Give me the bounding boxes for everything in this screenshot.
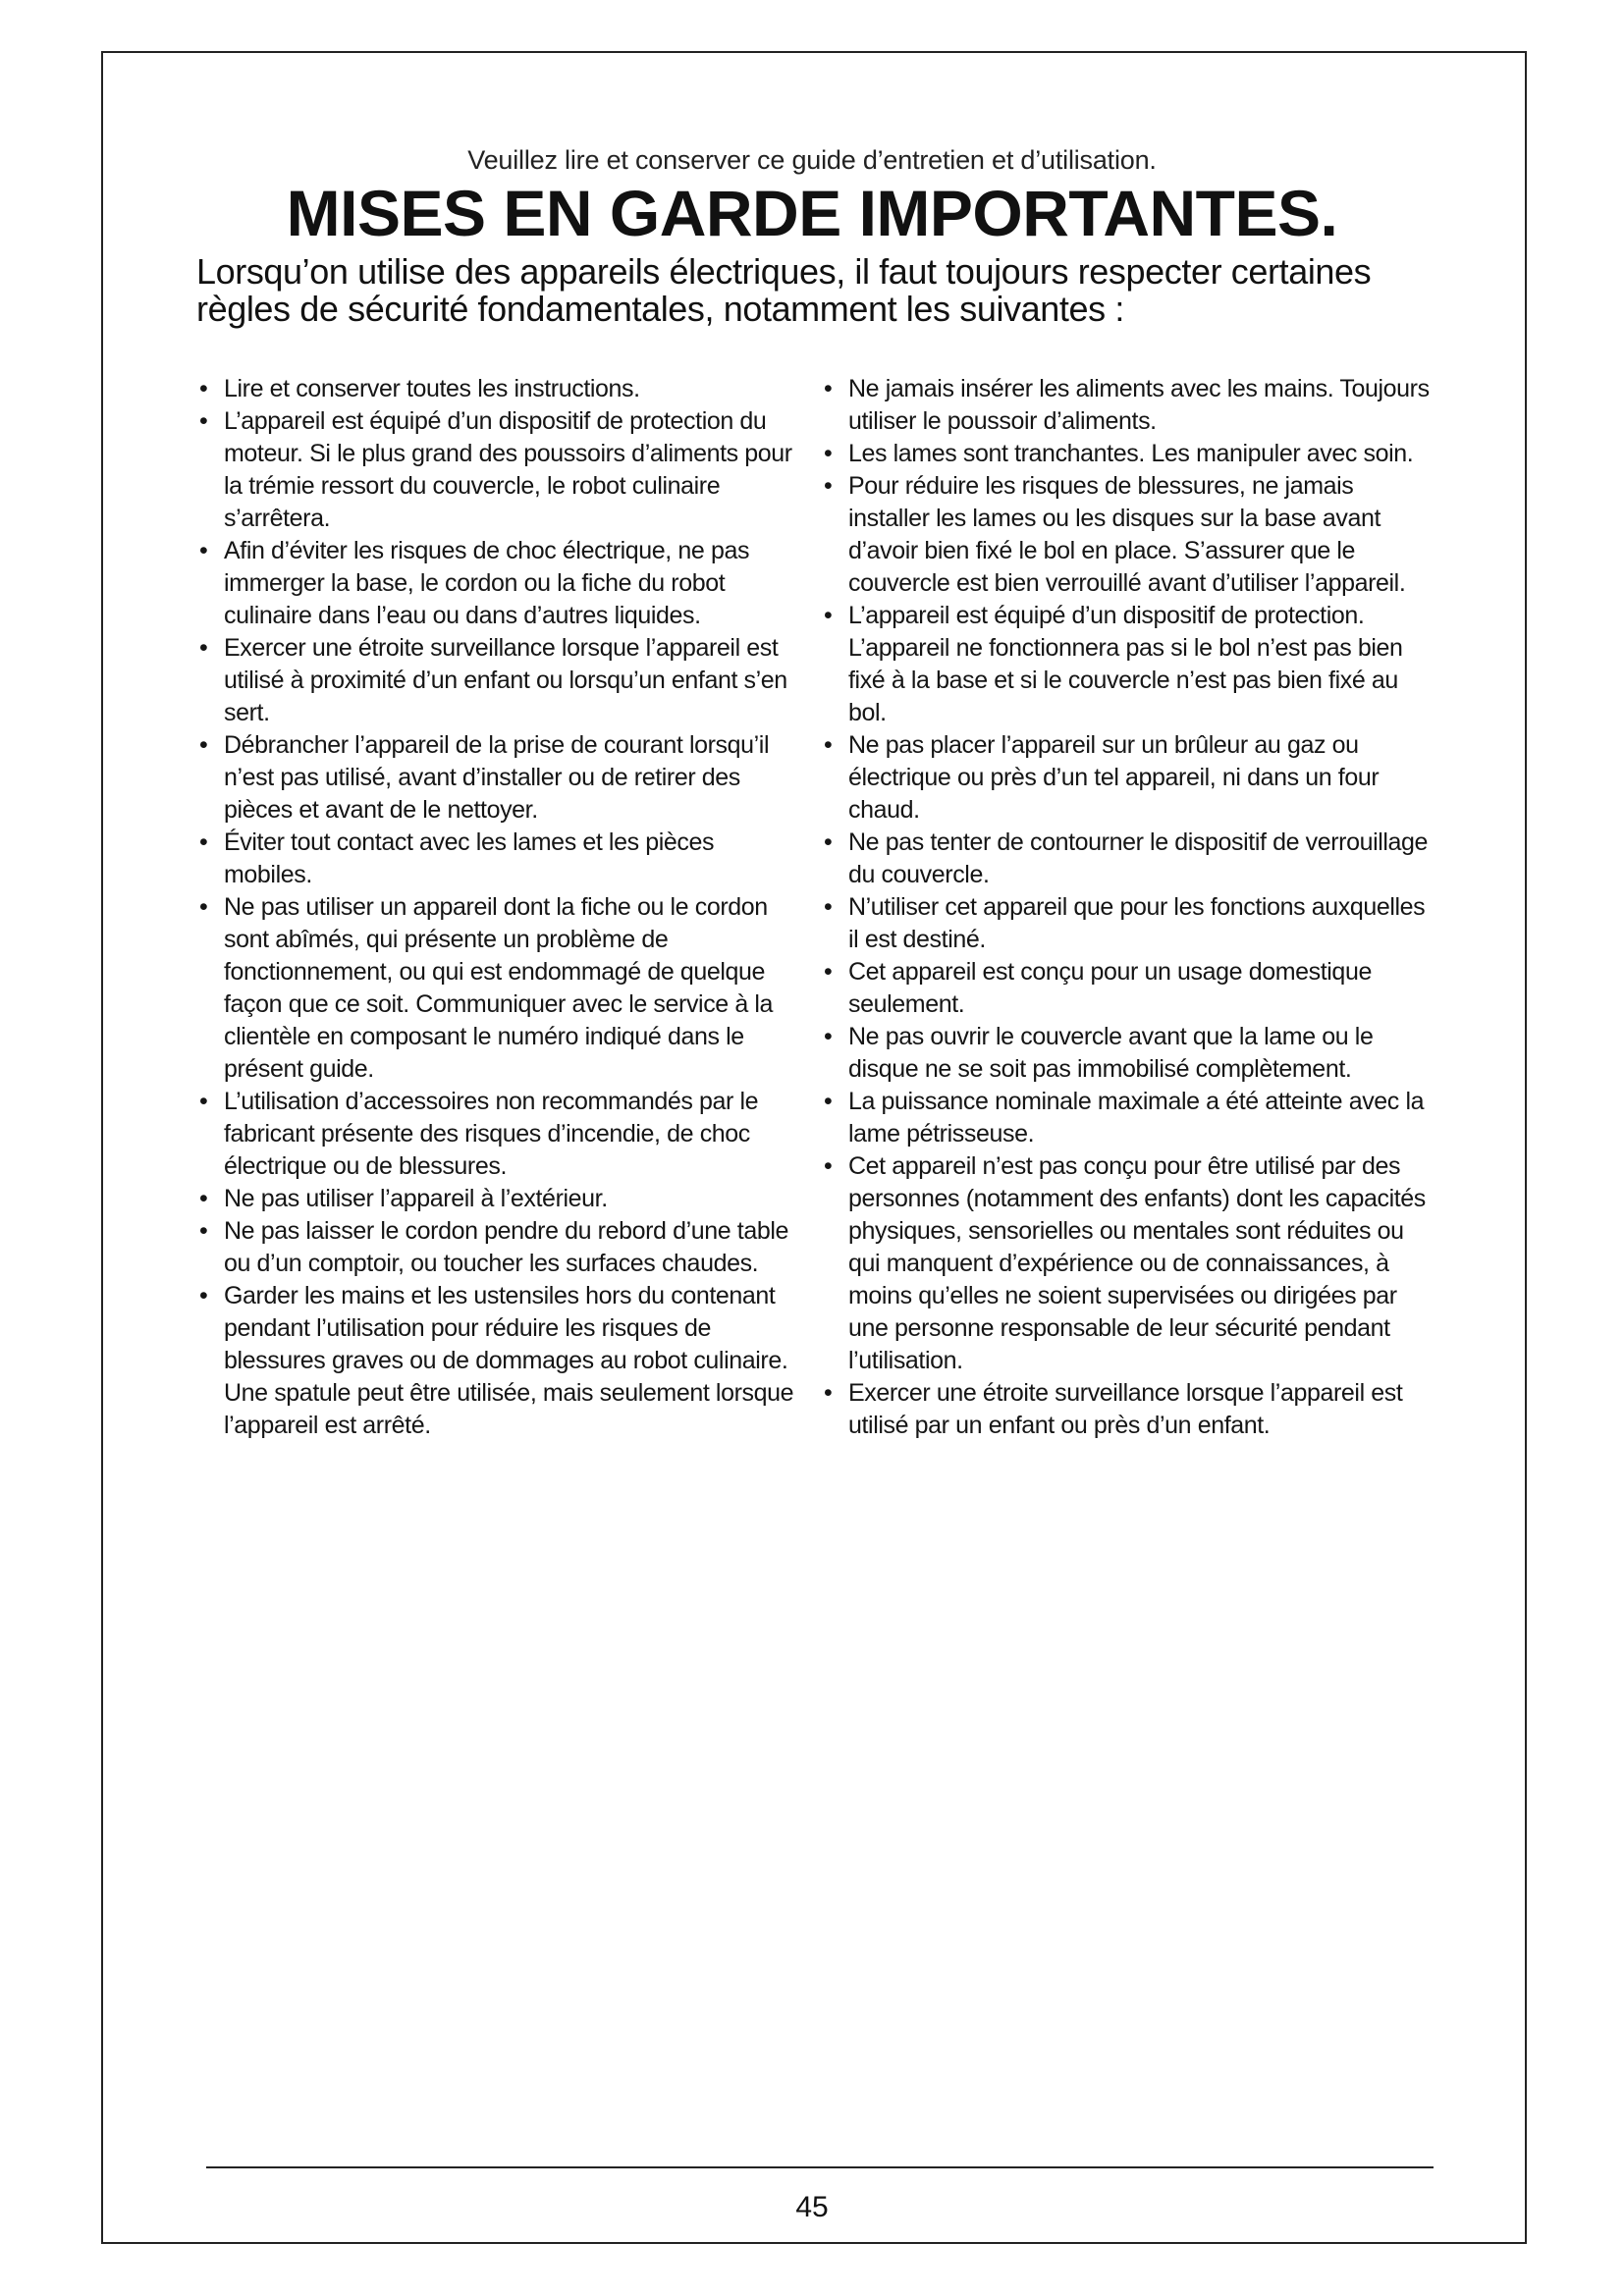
list-item-text: L’appareil est équipé d’un dispositif de protection du moteur. Si le plus grand des poussoirs d’aliments pour la trémie ressort du couvercle, le robot culinaire s’arrêtera. xyxy=(224,407,792,532)
bullet-icon: • xyxy=(824,731,833,759)
bullet-icon: • xyxy=(199,1282,208,1309)
bullet-icon: • xyxy=(199,828,208,856)
list-item-text: Lire et conserver toutes les instructions. xyxy=(224,375,640,402)
list-item-text: Ne jamais insérer les aliments avec les mains. Toujours utiliser le poussoir d’aliments. xyxy=(848,375,1430,435)
safety-list-left xyxy=(196,373,805,1442)
list-item xyxy=(821,827,1430,891)
list-item xyxy=(196,827,805,891)
list-item-text: N’utiliser cet appareil que pour les fonctions auxquelles il est destiné. xyxy=(848,893,1426,953)
bullet-icon: • xyxy=(824,1023,833,1050)
list-item xyxy=(196,373,805,405)
bullet-icon: • xyxy=(199,407,208,435)
list-item xyxy=(821,373,1430,438)
bullet-icon: • xyxy=(199,1217,208,1245)
list-item-text: Ne pas laisser le cordon pendre du rebord d’une table ou d’un comptoir, ou toucher les surfaces chaudes. xyxy=(224,1217,789,1277)
list-item-text: Cet appareil n’est pas conçu pour être utilisé par des personnes (notamment des enfants) dont les capacités physiques, sensorielles ou mentales sont réduites ou qui manquent d’expérience ou de connaissances, à moins qu’elles ne soient supervisées ou dirigées par une personne responsable de leur sécurité pendant l’utilisation. xyxy=(848,1152,1426,1374)
bullet-icon: • xyxy=(199,1185,208,1212)
bullet-icon: • xyxy=(824,828,833,856)
bullet-icon: • xyxy=(199,1088,208,1115)
bullet-icon: • xyxy=(824,893,833,921)
list-item-text: Afin d’éviter les risques de choc électrique, ne pas immerger la base, le cordon ou la fiche du robot culinaire dans l’eau ou dans d’autres liquides. xyxy=(224,537,750,629)
list-item xyxy=(196,405,805,535)
list-item xyxy=(196,1183,805,1215)
list-item-text: Ne pas placer l’appareil sur un brûleur au gaz ou électrique ou près d’un tel appareil, ni dans un four chaud. xyxy=(848,731,1380,824)
page-title: MISES EN GARDE IMPORTANTES. xyxy=(286,177,1338,249)
list-item xyxy=(196,1086,805,1183)
list-item-text: Ne pas utiliser un appareil dont la fiche ou le cordon sont abîmés, qui présente un problème de fonctionnement, ou qui est endommagé de quelque façon que ce soit. Communiquer avec le service à la clientèle en composant le numéro indiqué dans le présent guide. xyxy=(224,893,774,1083)
bullet-icon: • xyxy=(824,602,833,629)
intro-paragraph: Lorsqu’on utilise des appareils électriques, il faut toujours respecter certaines règles de sécurité fondamentales, notamment les suivantes : xyxy=(196,251,1372,329)
bullet-icon: • xyxy=(824,1088,833,1115)
list-item xyxy=(196,1215,805,1280)
footer-divider xyxy=(206,2166,1434,2168)
list-item xyxy=(196,535,805,632)
list-item xyxy=(196,729,805,827)
guide-subtitle: Veuillez lire et conserver ce guide d’entretien et d’utilisation. xyxy=(467,145,1157,175)
list-item-text: Pour réduire les risques de blessures, ne jamais installer les lames ou les disques sur la base avant d’avoir bien fixé le bol en place. S’assurer que le couvercle est bien verrouillé avant d’utiliser l’appareil. xyxy=(848,472,1406,597)
list-item-text: Les lames sont tranchantes. Les manipuler avec soin. xyxy=(848,440,1414,467)
list-item-text: Ne pas utiliser l’appareil à l’extérieur. xyxy=(224,1185,608,1212)
list-item xyxy=(821,891,1430,956)
bullet-icon: • xyxy=(824,958,833,986)
page-number: 45 xyxy=(795,2191,829,2223)
list-item xyxy=(821,1021,1430,1086)
list-item-text: Garder les mains et les ustensiles hors du contenant pendant l’utilisation pour réduire les risques de blessures graves ou de dommages au robot culinaire. Une spatule peut être utilisée, mais seulement lorsque l’appareil est arrêté. xyxy=(224,1282,794,1439)
safety-list-right xyxy=(821,373,1430,1442)
list-item xyxy=(821,956,1430,1021)
list-item xyxy=(821,600,1430,729)
bullet-icon: • xyxy=(199,731,208,759)
bullet-icon: • xyxy=(824,375,833,402)
list-item xyxy=(196,891,805,1086)
list-item xyxy=(821,1086,1430,1150)
list-item xyxy=(196,632,805,729)
list-item xyxy=(821,729,1430,827)
list-item-text: Cet appareil est conçu pour un usage domestique seulement. xyxy=(848,958,1372,1018)
list-item-text: L’utilisation d’accessoires non recommandés par le fabricant présente des risques d’incendie, de choc électrique ou de blessures. xyxy=(224,1088,759,1180)
list-item xyxy=(196,1280,805,1442)
list-item xyxy=(821,1150,1430,1377)
list-item-text: Ne pas ouvrir le couvercle avant que la lame ou le disque ne se soit pas immobilisé complètement. xyxy=(848,1023,1374,1083)
list-item-text: Débrancher l’appareil de la prise de courant lorsqu’il n’est pas utilisé, avant d’installer ou de retirer des pièces et avant de le nettoyer. xyxy=(224,731,770,824)
list-item xyxy=(821,1377,1430,1442)
bullet-icon: • xyxy=(199,634,208,662)
bullet-icon: • xyxy=(199,375,208,402)
bullet-icon: • xyxy=(824,1379,833,1407)
list-item-text: La puissance nominale maximale a été atteinte avec la lame pétrisseuse. xyxy=(848,1088,1425,1148)
bullet-icon: • xyxy=(824,472,833,500)
bullet-icon: • xyxy=(824,440,833,467)
list-item xyxy=(821,438,1430,470)
bullet-icon: • xyxy=(199,893,208,921)
list-item-text: L’appareil est équipé d’un dispositif de protection. L’appareil ne fonctionnera pas si le bol n’est pas bien fixé à la base et si le couvercle n’est pas bien fixé au bol. xyxy=(848,602,1403,726)
bullet-icon: • xyxy=(199,537,208,564)
list-item-text: Exercer une étroite surveillance lorsque l’appareil est utilisé à proximité d’un enfant ou lorsqu’un enfant s’en sert. xyxy=(224,634,787,726)
list-item xyxy=(821,470,1430,600)
bullet-icon: • xyxy=(824,1152,833,1180)
list-item-text: Ne pas tenter de contourner le dispositif de verrouillage du couvercle. xyxy=(848,828,1429,888)
list-item-text: Exercer une étroite surveillance lorsque l’appareil est utilisé par un enfant ou près d’un enfant. xyxy=(848,1379,1403,1439)
list-item-text: Éviter tout contact avec les lames et les pièces mobiles. xyxy=(224,828,715,888)
